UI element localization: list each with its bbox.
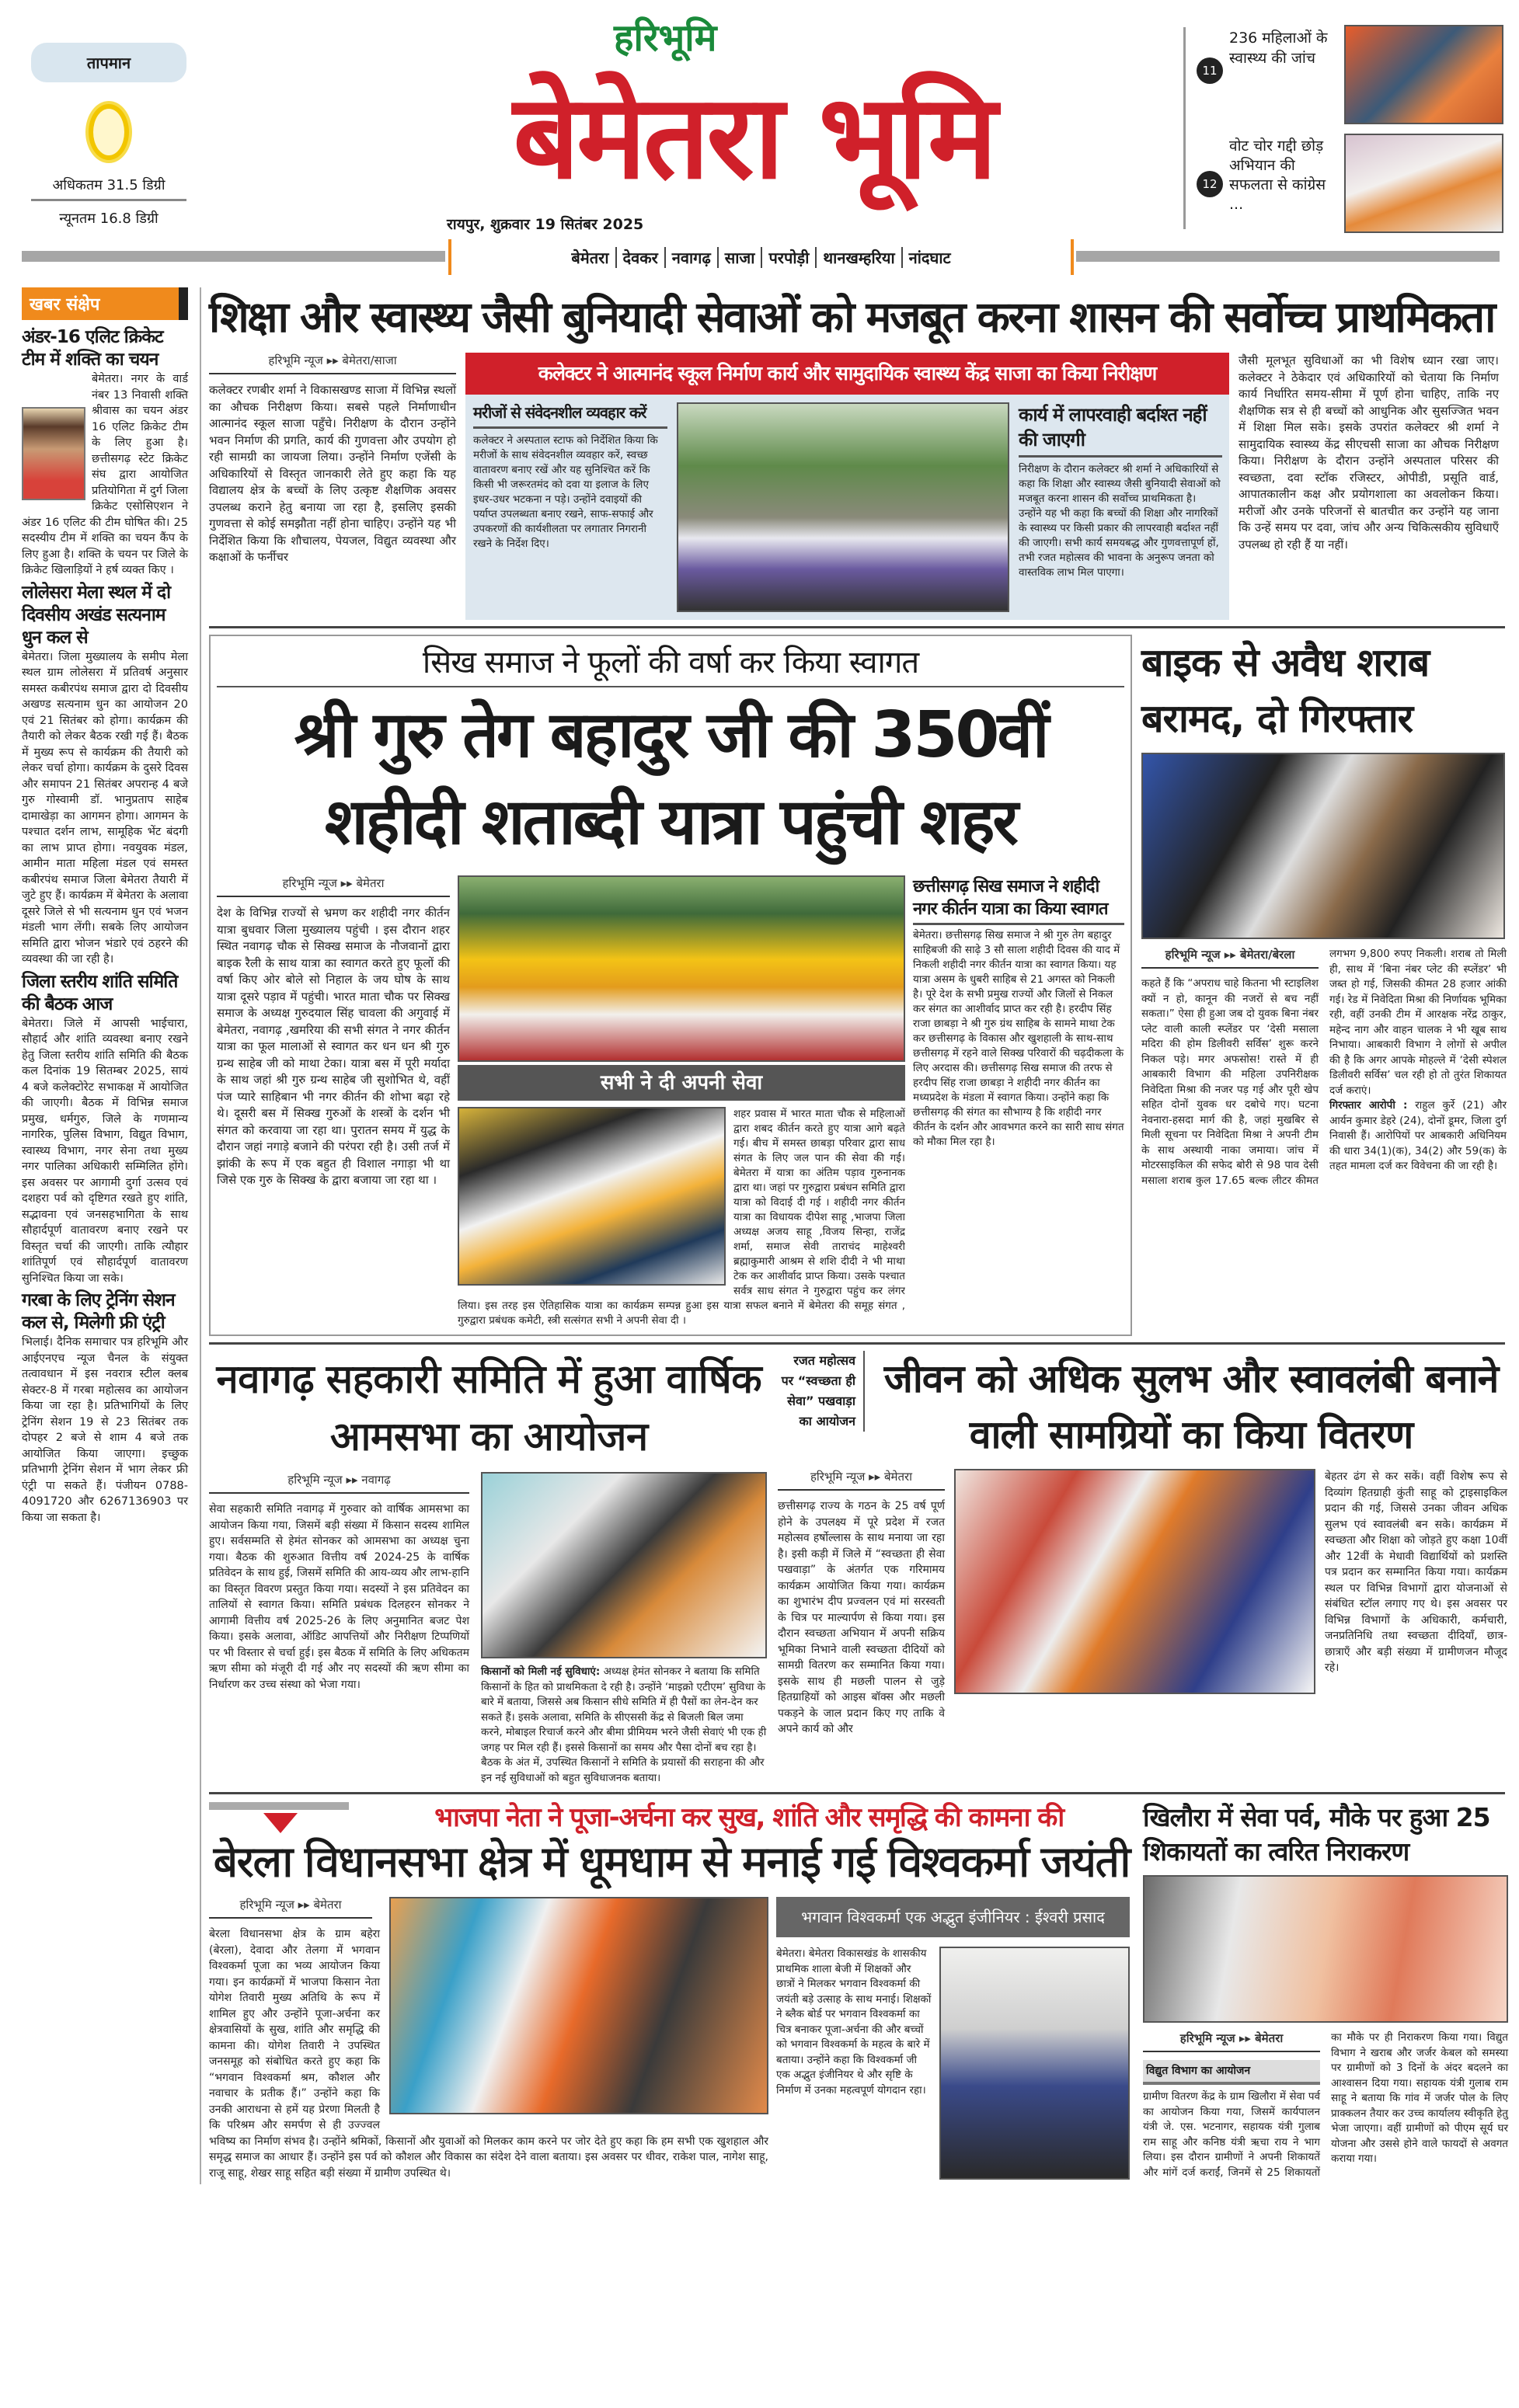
meeting-photo (481, 1472, 767, 1658)
story-kicker: भाजपा नेता ने पूजा-अर्चना कर सुख, शांति और समृद्धि की कामना की (434, 1802, 1064, 1833)
teaser-divider (1183, 27, 1186, 229)
page-body (0, 280, 1519, 2200)
city-link[interactable]: साजा (719, 247, 763, 268)
sikh-side-column (913, 875, 1124, 1150)
story-body: छत्तीसगढ़ राज्य के गठन के 25 वर्ष पूर्ण होने के उपलक्ष्य में पूरे प्रदेश में रजत महोत्सव हर्षोल्लास के साथ मनाया जा रहा है। इसी कड़ी में जिले में “स्वच्छता ही सेवा पखवाड़ा” के अंतर्गत एक गरिमामय कार्यक्रम आयोजित किया गया। कार्यक्रम का शुभारंभ दीप प्रज्वलन एवं मां सरस्वती के चित्र पर माल्यार्पण से किया गया। इस दौरान स्वच्छता अभियान में अपनी सक्रिय भूमिका निभाने वाली स्वच्छता दीदियों को सामग्री वितरण कर सम्मानित किया गया। इसके साथ ही मछली पालन से जुड़े हितग्राहियों को आइस बॉक्स और मछली पकड़ने के जाल प्रदान किए गए ताकि वे अपने कार्य को और (778, 1500, 945, 1735)
byline: हरिभूमि न्यूज ▸▸ बेमेतरा (217, 875, 450, 897)
photo-caption-bar: सभी ने दी अपनी सेवा (458, 1065, 905, 1101)
side-body: बेमेतरा। छत्तीसगढ़ सिख समाज ने श्री गुरु तेग बहादुर साहिबजी की साढ़े 3 सौ साला शहीदी दिवस की याद में निकली शहीदी नगर कीर्तन यात्रा का स्वागत किया। यह यात्रा असम के धुबरी साहिब से 21 अगस्त को निकली है। पूरे देश के सभी प्रमुख राज्यों और जिलों से निकल कर संगत का आशीर्वाद प्राप्त कर रही है। हरदीप सिंह राजा छाबड़ा ने श्री गुरु ग्रंथ साहिब के सामने माथा टेक कर छत्तीसगढ़ के विकास और खुशहाली के साथ-साथ छत्तीसगढ़ में रहने वाले सिक्ख परिवारों की चढ़दीकला के लिए अरदास की। छत्तीसगढ़ सिख समाज की तरफ से हरदीप सिंह राजा छाबड़ा ने शहीदी नगर कीर्तन का मध्यप्रदेश के मंडला में स्वागत किया। उन्होंने कहा कि छत्तीसगढ़ की संगत का सौभाग्य है कि शहीदी नगर कीर्तन के दर्शन और आवभगत करने का सारी साध संगत को मौका मिल रहा है। (913, 929, 1124, 1148)
lead-story (209, 353, 1505, 620)
lead-infobox (465, 395, 1229, 620)
story-body: बेरला विधानसभा क्षेत्र के ग्राम बहेरा (बेरला), देवादा और तेलगा में भगवान विश्वकर्मा पूजा का भव्य आयोजन किया गया। इन कार्यक्रमों में भाजपा किसान नेता योगेश तिवारी मुख्य अतिथि के रूप में शामिल हुए और उन्होंने पूजा-अर्चना कर क्षेत्रवासियों के सुख, शांति और समृद्धि की कामना की। योगेश तिवारी ने उपस्थित जनसमूह को संबोधित करते हुए कहा कि “भगवान विश्वकर्मा श्रम, कौशल और नवाचार के प्रतीक हैं।” उन्होंने कहा कि उनकी आराधना से हमें यह प्रेरणा मिलती है कि परिश्रम और समर्पण से ही उज्ज्वल भविष्य का निर्माण संभव है। उन्होंने श्रमिकों, किसानों और युवाओं को मिलकर काम करने पर जोर देते हुए कहा कि हम सभी एक खुशहाल और समृद्ध समाज का आधार हैं। उन्होंने इस पर्व को कौशल और विकास का संदेश देने वाला बताया। इस अवसर पर धीवर, राकेश पाल, नागेश साहू, राजू साहू, शेखर साहू सहित बड़ी संख्या में ग्रामीण उपस्थित थे। (209, 1928, 768, 2180)
city-link[interactable]: नांदघाट (908, 248, 951, 267)
liquor-columns (1141, 947, 1507, 1188)
page-number-badge: 11 (1197, 57, 1223, 84)
distribution-columns (778, 1469, 1508, 1738)
story-body: कहते हैं कि “अपराध चाहे कितना भी स्टाइलिश क्यों न हो, कानून की नजरों से बच नहीं सकता।” ऐसा ही हुआ जब दो युवक बिना नंबर प्लेट वाली काली स्प्लेंडर पर ‘देसी मसाला मदिरा की होम डिलीवरी सर्विस’ शुरू करने निकल पड़े। मगर अफसोस! रास्ते में ही आबकारी विभाग की महिला उपनिरीक्षक निवेदिता मिश्रा की नजर पड़ गई और पूरी खेप सहित दोनों युवक धर दबोचे गए। घटना नेवनारा-हसदा मार्ग की है, जहां मुखबिर से मिली सूचना पर निवेदिता मिश्रा ने अपनी टीम के साथ अस्थायी नाका जमाया। जांच में मोटरसाइकिल की सफेद बोरी से 98 पाव देसी मसाला शराब कुल 17.65 बल्क लीटर कीमत लगभग 9,800 रुपए निकली। शराब तो मिली ही, साथ में ‘बिना नंबर प्लेट की स्प्लेंडर’ भी जब्त हो गई, जिसकी कीमत 28 हजार आंकी गई। रेड में निवेदिता मिश्रा की निर्णायक भूमिका रही, वहीं उनकी टीम में आरक्षक नरेंद्र ठाकुर, महेन्द नाग और वाहन चालक ने भी खूब साथ निभाया। आबकारी विभाग ने लोगों से अपील की है कि अगर आपके मोहल्ले में ‘देसी स्पेशल डिलीवरी सर्विस’ चल रही हो तो तुरंत शिकायत दर्ज कराएं। (1141, 948, 1507, 1187)
distribution-photo (954, 1469, 1315, 1694)
sun-icon (89, 104, 129, 160)
teaser-item[interactable] (1197, 25, 1503, 126)
byline: हरिभूमि न्यूज ▸▸ बेमेतरा/साजा (209, 353, 456, 374)
arrest-note (1329, 1098, 1507, 1174)
box-body: बेमेतरा। बेमेतरा विकासखंड के शासकीय प्राथमिक शाला बेजी में शिक्षकों और छात्रों ने मिलकर भगवान विश्वकर्मा की जयंती बड़े उत्साह के साथ मनाई। शिक्षकों ने ब्लैक बोर्ड पर भगवान विश्वकर्मा का चित्र बनाकर पूजा-अर्चना की और बच्चों को भगवान विश्वकर्मा के महत्व के बारे में बताया। उन्होंने कहा कि विश्वकर्मा जी एक अद्भुत इंजीनियर थे और सृष्टि के निर्माण में उनका महत्वपूर्ण योगदान रहा। (776, 1947, 932, 2097)
lead-body: कलेक्टर रणबीर शर्मा ने विकासखण्ड साजा में विभिन्न स्थलों का औचक निरीक्षण किया। सबसे पहले निर्माणाधीन आत्मानंद स्कूल साजा पहुँचे। निरीक्षण के दौरान उन्होंने भवन निर्माण की प्रगति, कार्य की गुणवत्ता और उपयोग हो रही सामग्री का जायजा लिया। उन्होंने निर्माण एजेंसी के अधिकारियों से विस्तृत जानकारी लेते हुए कहा कि यह विद्यालय क्षेत्र के बच्चों के लिए उत्कृष्ट शैक्षणिक अवसर उपलब्ध कराने हेतु बनाया जा रहा है, इसलिए इसकी गुणवत्ता से कोई समझौता नहीं होना चाहिए। उन्होंने यह भी निर्देशित किया कि शौचालय, पेयजल, विद्युत व्यवस्था और कक्षाओं के फर्नीचर (209, 383, 456, 564)
box-headline: भगवान विश्वकर्मा एक अद्भुत इंजीनियर : ईश्वरी प्रसाद (776, 1897, 1130, 1937)
vishwakarma-kicker-row (209, 1801, 1134, 1835)
section-divider (209, 1792, 1505, 1794)
sikh-left-column (217, 875, 450, 1189)
inspection-photo (677, 402, 1009, 612)
vishwakarma-story (209, 1801, 1134, 2184)
story-body: देश के विभिन्न राज्यों से भ्रमण कर शहीदी नगर कीर्तन यात्रा बुधवार जिला मुख्यालय पहुंची । इस दौरान शहर स्थित नवागढ़ चौक से सिक्ख समाज के नौजवानों द्वारा बाइक रैली के साथ यात्रा का स्वागत करते हुए फूलों की वर्षा किए ओर बोले सो निहाल के जय घोष के साथ यात्रा दूसरे पड़ाव में पहुंची। भारत माता चौक पर सिक्ख समाज के अध्यक्ष गुरुदयाल सिंह चावला की अगुवाई में बेमेतरा, नवागढ़ ,खमरिया की सभी संगत ने नगर कीर्तन यात्रा का फूल मालाओं से स्वागत कर धन धन श्री गुरु ग्रन्थ साहेब जी को माथा टेका। यात्रा बस में पूरी मर्यादा के साथ जहां श्री गुरु ग्रन्थ साहेब जी सुशोभित थे, वहीं पंज प्यारे साहिबान भी नगर कीर्तन की शोभा बढ़ा रहे थे। दूसरी बस में सिक्ख गुरुओं के शस्त्रों के दर्शन भी संगत को करवाया जा रहा था। पुरातन समय में युद्ध के दौरान जहां नगाड़े बजाने की परंपरा रही है। उसी तर्ज में झांकी के रूप में एक बहुत ही विशाल नगाड़ा भी था जिसे एक गुरु के सिक्ख के द्वारा बजाया जा रहा था । (217, 906, 450, 1187)
chevron-down-icon (209, 1802, 349, 1833)
vishwakarma-main-column (209, 1897, 768, 2181)
city-link[interactable]: नवागढ़ (666, 247, 719, 268)
teaser-item[interactable] (1197, 134, 1503, 235)
story-body: ग्रामीण वितरण केंद्र के ग्राम खिलौरा में सेवा पर्व का आयोजन किया गया, जिसमें कार्यपालन यंत्री जे. एस. भटनागर, सहायक यंत्री गुलाब राम साहू और कनिष्ठ यंत्री ऋचा राय ने भाग लिया। इस दौरान ग्रामीणों ने अपनी शिकायतें और मांगें दर्ज कराईं, जिनमें से 25 शिकायतों का मौके पर ही निराकरण किया गया। विद्युत विभाग ने खराब और जर्जर केबल को समस्या पर ग्रामीणों को 3 दिनों के अंदर बदलने का आश्वासन दिया गया। सहायक यंत्री गुलाब राम साहू ने बताया कि गांव में जर्जर पोल के लिए प्राक्कलन तैयार कर उच्च कार्यालय स्वीकृति हेतु भेजा जाएगा। वहीं ग्रामीणों को पीएम सूर्य घर योजना और उससे होने वाले फायदों से अवगत कराया गया। (1143, 2031, 1508, 2179)
infobox-right (1019, 402, 1222, 580)
city-strip-bar-left (22, 251, 445, 262)
news-briefs-column (22, 287, 194, 1526)
navagarh-left-column (209, 1472, 469, 1693)
byline: हरिभूमि न्यूज ▸▸ नवागढ़ (209, 1472, 469, 1494)
section-divider (209, 626, 1505, 628)
teaser-photo (1344, 134, 1503, 233)
distribution-story (778, 1351, 1508, 1738)
teaser-photo (1344, 25, 1503, 124)
vishwakarma-box (776, 1897, 1130, 2184)
story-body: शहर प्रवास में भारत माता चौक से महिलाओं द्वारा शबद कीर्तन करते हुए यात्रा आगे बढ़ते गई। बीच में समस्त छाबड़ा परिवार द्वारा साध संगत के लिए जल पान की सेवा की गई। बेमेतरा में यात्रा का अंतिम पड़ाव गुरुनानक द्वारा था। जहां पर गुरुद्वारा प्रबंधन समिति द्वारा यात्रा को विदाई दी गई । शहीदी नगर कीर्तन यात्रा का विधायक दीपेश साहू ,भाजपा जिला अध्यक्ष अजय साहू ,विजय सिन्हा, राजेंद्र शर्मा, समाज सेवी ताराचंद माहेश्वरी ब्रह्माकुमारी आश्रम से शशि दीदी ने भी माथा टेक कर आशीर्वाद प्राप्त किया। उसके पश्चात सर्वत्र साध संगत ने गुरुद्वारा पहुंच कर लंगर लिया। इस तरह इस ऐतिहासिक यात्रा का कार्यक्रम सम्पन्न हुआ इस यात्रा सफल बनाने में बेमेतरा की समूह संगत , गुरुद्वारा प्रबंधक कमेटी, स्त्री सत्संगत सभी ने अपनी सेवा दी । (458, 1108, 905, 1327)
story-headline: बाइक से अवैध शराब बरामद, दो गिरफ्तार (1141, 640, 1430, 741)
navagarh-story (209, 1351, 768, 1786)
story-headline: खिलौरा में सेवा पर्व, मौके पर हुआ 25 शिकायतों का त्वरित निराकरण (1143, 1802, 1490, 1867)
night-photo-block (458, 1107, 905, 1328)
school-photo (939, 1947, 1130, 2180)
brief-title: गरबा के लिए ट्रेनिंग सेशन कल से, मिलेगी फ्री एंट्री (22, 1290, 175, 1333)
brief-body: बेमेतरा। नगर के वार्ड नंबर 13 निवासी शक्ति श्रीवास का चयन अंडर 16 एलिट क्रिकेट टीम के लिए हुआ है। छत्तीसगढ़ स्टेट क्रिकेट संघ द्वारा आयोजित प्रतियोगिता में दुर्ग जिला क्रिकेट एसोसिएशन ने अंडर 16 एलिट की टीम घोषित की। 25 सदस्यीय टीम में शक्ति का चयन कैंप के लिए हुआ है। शक्ति के चयन पर जिले के क्रिकेट खिलाड़ियों ने हर्ष व्यक्त किए । (22, 373, 188, 576)
third-section (209, 1351, 1505, 1786)
box-body: कलेक्टर ने अस्पताल स्टाफ को निर्देशित किया कि मरीजों के साथ संवेदनशील व्यवहार करें, स्वच्छ वातावरण बनाए रखें और यह सुनिश्चित करें कि किसी भी जरूरतमंद को दवा या इलाज के लिए इधर-उधर भटकना न पड़े। उन्होंने दवाइयों की पर्याप्त उपलब्धता बनाए रखने, साफ-सफाई और उपकरणों की कार्यशीलता पर लगातार निगरानी रखने के निर्देश दिए। (473, 434, 658, 550)
max-temperature: अधिकतम 31.5 डिग्री (31, 176, 186, 201)
byline: हरिभूमि न्यूज ▸▸ बेमेतरा (1143, 2030, 1320, 2052)
caption-body: अध्यक्ष हेमंत सोनकर ने बताया कि समिति किसानों के हित को प्राथमिकता दे रही है। उन्होंने ‘माइक्रो एटीएम’ सुविधा के बारे में बताया, जिससे अब किसान सीधे समिति में ही पैसों का लेन-देन कर सकते हैं। इसके अलावा, समिति के सीएससी केंद्र से बिजली बिल जमा करने, मोबाइल रिचार्ज करने और बीमा प्रीमियम भरने जैसी सेवाएं भी एक ही जगह पर मिल रही हैं। इससे किसानों का समय और पैसा दोनों बच रहा है। बैठक के अंत में, उपस्थित किसानों ने समिति के प्रयासों की सराहना की और इन नई सुविधाओं को बहुत सुविधाजनक बताया। (481, 1665, 767, 1784)
arrest-label: गिरफ्तार आरोपी : (1329, 1099, 1408, 1112)
byline: हरिभूमि न्यूज ▸▸ बेमेतरा (778, 1469, 945, 1491)
distribution-left-column (778, 1469, 945, 1738)
weather-label: तापमान (31, 43, 186, 82)
story-kicker: सिख समाज ने फूलों की वर्षा कर किया स्वागत (217, 642, 1124, 687)
seva-parv-photo (1143, 1875, 1508, 2023)
brand-name: हरिभूमि (614, 16, 717, 60)
fourth-section (209, 1801, 1508, 2184)
lead-body-right: जैसी मूलभूत सुविधाओं का भी विशेष ध्यान रखा जाए। कलेक्टर ने ठेकेदार एवं अधिकारियों को चेताया कि निर्माण कार्य निर्धारित समय-सीमा में पूर्ण होना चाहिए, ताकि नए शैक्षणिक सत्र से ही बच्चों को आधुनिक और सुसज्जित भवन में शिक्षा मिल सके। इसके उपरांत कलेक्टर श्री शर्मा ने सामुदायिक स्वास्थ्य केंद्र सीएचसी साजा का औचक निरीक्षण किया। निरीक्षण के दौरान उन्होंने अस्पताल परिसर की स्वच्छता, दवा स्टॉक रजिस्टर, ओपीडी, प्रसूति वार्ड, आपातकालीन कक्ष और प्रयोगशाला का अवलोकन किया। मरीजों और उनके परिजनों से बातचीत कर उन्होंने यह जाना कि उन्हें समय पर दवा, जांच और अन्य चिकित्सकीय सुविधाएँ उपलब्ध हो रही हैं या नहीं। (1239, 353, 1499, 552)
side-headline: छत्तीसगढ़ सिख समाज ने शहीदी नगर कीर्तन यात्रा का किया स्वागत (913, 875, 1124, 925)
box-subhead: कार्य में लापरवाही बर्दाश्त नहीं की जाएगी (1019, 402, 1222, 458)
navagarh-columns (209, 1472, 768, 1786)
dateline: रायपुर, शुक्रवार 19 सितंबर 2025 (447, 216, 644, 233)
box-body: निरीक्षण के दौरान कलेक्टर श्री शर्मा ने अधिकारियों से कहा कि शिक्षा और स्वास्थ्य जैसी बुनियादी सेवाओं को मजबूत करना शासन की सर्वोच्च प्राथमिकता है। उन्होंने यह भी कहा कि बच्चों की शिक्षा और नागरिकों के स्वास्थ्य पर किसी प्रकार की लापरवाही बर्दाश्त नहीं की जाएगी। सभी कार्य समयबद्ध और गुणवत्तापूर्ण हों, तभी रजत महोत्सव की भावना के अनुरूप जनता को वास्तविक लाभ मिल पाएगा। (1019, 463, 1221, 579)
box-subhead: मरीजों से संवेदनशील व्यवहार करें (473, 402, 667, 429)
brief-title: अंडर-16 एलिट क्रिकेट टीम में शक्ति का चयन (22, 327, 163, 370)
arrest-photo (1141, 753, 1505, 939)
sikh-center-column (458, 875, 905, 1328)
second-section (209, 635, 1505, 1336)
distribution-header (778, 1351, 1508, 1463)
vishwakarma-columns (209, 1897, 1134, 2184)
yatra-night-photo (458, 1107, 726, 1286)
lead-headline: शिक्षा और स्वास्थ्य जैसी बुनियादी सेवाओं को मजबूत करना शासन की सर्वोच्च प्राथमिकता (209, 292, 1494, 342)
city-strip-bar-right (1076, 251, 1500, 262)
briefs-label: खबर संक्षेप (22, 287, 188, 320)
brief-body: बेमेतरा। जिले में आपसी भाईचारा, सौहार्द और शांति व्यवस्था बनाए रखने हेतु जिला स्तरीय शांति समिति की बैठक कल दिनांक 19 सितम्बर 2025, सायं 4 बजे कलेक्टोरेट सभाकक्ष में आयोजित की जाएगी। बैठक में विभिन्न समाज प्रमुख, धर्मगुरु, जिले के गणमान्य नागरिक, पुलिस विभाग, विद्युत विभाग, स्वास्थ्य विभाग, नगर सेना तथा मुख्य नगर पालिका अधिकारी सम्मिलित होंगे। इस अवसर पर आगामी दुर्गा उत्सव एवं दशहरा पर्व को दृष्टिगत रखते हुए शांति, सद्भावना एवं जनसहभागिता के साथ सौहार्दपूर्ण वातावरण बनाए रखने पर विस्तृत चर्चा की जाएगी। ताकि त्यौहार शांतिपूर्ण एवं सौहार्दपूर्ण वातावरण सुनिश्चित किया जा सके। (22, 1017, 188, 1285)
main-content (200, 287, 1508, 2184)
min-temperature: न्यूनतम 16.8 डिग्री (59, 211, 159, 227)
city-link[interactable]: देवकर (617, 247, 666, 268)
city-link[interactable]: बेमेतरा (565, 247, 616, 268)
brief-photo (22, 407, 85, 500)
newspaper-title: बेमेतरा भूमि (513, 70, 995, 205)
story-headline: नवागढ़ सहकारी समिति में हुआ वार्षिक आमसभा का आयोजन (216, 1356, 761, 1460)
lead-center (465, 353, 1229, 620)
city-link[interactable]: थानखम्हरिया (817, 247, 902, 268)
brief-title: जिला स्तरीय शांति समिति की बैठक आज (22, 971, 178, 1014)
city-strip (448, 239, 1074, 275)
caption-label: किसानों को मिली नई सुविधाएं: (481, 1665, 601, 1678)
lead-left-column (209, 353, 456, 566)
section-divider (209, 1342, 1505, 1345)
city-link[interactable]: परपोड़ी (762, 247, 817, 268)
teaser-text: वोट चोर गद्दी छोड़ अभियान की सफलता से कांग्रेस ... (1229, 137, 1326, 213)
brief-body: बेमेतरा। जिला मुख्यालय के समीप मेला स्थल ग्राम लोलेसरा में प्रतिवर्ष अनुसार समस्त कबीरपंथ समाज द्वारा दो दिवसीय अखण्ड सत्यनाम धुन का आयोजन 20 एवं 21 सितंबर को होगा। कार्यक्रम की तैयारी को लेकर बैठक रखी गई हैं। बैठक में मुख्य रूप से कार्यक्रम की तैयारी को लेकर चर्चा होगा। कार्यक्रम के दुसरे दिवस और समापन 21 सितंबर अपरान्ह 4 बजे गुरु गोस्वामी डॉ. भानुप्रताप साहेब दामाखेड़ा का आगमन होगा। आगमन के पश्चात दर्शन लाभ, सामूहिक भेंट बंदगी का लाभ प्राप्त होगा। नवयुवक मंडल, आमीन माता महिला मंडल एवं समस्त कबीरपंथ समाज जिला बेमेतरा तैयारी में जुटे हुए हैं। कार्यक्रम में बेमेतरा के अलावा दूसरे जिले से भी सत्यनाम धुन एवं भजन मंडली भाग लेंगी। सबके लिए आयोजन समिति द्वारा भोजन भंडारे एवं ठहरने की व्यवस्था की जा रही है। (22, 650, 188, 966)
liquor-story (1141, 635, 1507, 1188)
story-body-right: बेहतर ढंग से कर सकें। वहीं विशेष रूप से दिव्यांग हितग्राही कुंती साहू को ट्राइसाइकिल प्रदान की गई, जिससे उनका जीवन अधिक सुलभ एवं स्वावलंबी बन सके। कार्यक्रम में स्वच्छता और शिक्षा को जोड़ते हुए कक्षा 10वीं और 12वीं के मेधावी विद्यार्थियों को प्रशस्ति पत्र प्रदान कर सम्मानित किया गया। कार्यक्रम स्थल पर विभिन्न विभागों द्वारा योजनाओं से संबंधित स्टॉल लगाए गए थे। इस अवसर पर विभिन्न विभागों के अधिकारी, कर्मचारी, जनप्रतिनिधि तथा स्वच्छता दीदियाँ, छात्र-छात्राएँ और बड़ी संख्या में ग्रामीणजन मौजूद रहे। (1325, 1470, 1507, 1674)
brief-title: लोलेसरा मेला स्थल में दो दिवसीय अखंड सत्यनाम धुन कल से (22, 582, 171, 648)
byline: हरिभूमि न्यूज ▸▸ बेमेतरा/बेरला (1141, 947, 1319, 969)
khilora-columns (1143, 2030, 1508, 2180)
brief-body: भिलाई। दैनिक समाचार पत्र हरिभूमि और आईएनएच न्यूज चैनल के संयुक्त तत्वावधान में इस नवरात्र स्टील क्लब सेक्टर-8 में गरबा महोत्सव का आयोजन किया जा रहा है। प्रतिभागियों के लिए ट्रेनिंग सेशन 19 से 23 सितंबर तक दोपहर 2 बजे से शाम 4 बजे तक आयोजित किया जाएगा। इच्छुक प्रतिभागी ट्रेनिंग सेशन में भाग लेकर फ्री एंट्री पा सकते हैं। पंजीयन 0788-4091720 और 6267136903 पर किया जा सकता है। (22, 1336, 188, 1524)
story-headline: बेरला विधानसभा क्षेत्र में धूमधाम से मनाई गई विश्वकर्मा जयंती (213, 1837, 1130, 1888)
lead-banner: कलेक्टर ने आत्मानंद स्कूल निर्माण कार्य और सामुदायिक स्वास्थ्य केंद्र साजा का किया निरीक्षण (465, 353, 1229, 395)
sikh-columns (217, 875, 1124, 1328)
puja-photo (389, 1897, 768, 2114)
byline: हरिभूमि न्यूज ▸▸ बेमेतरा (209, 1897, 372, 1919)
story-headline: श्री गुरु तेग बहादुर जी की 350वीं शहीदी शताब्दी यात्रा पहुंची शहर (294, 698, 1047, 859)
story-body: सेवा सहकारी समिति नवागढ़ में गुरुवार को वार्षिक आमसभा का आयोजन किया गया, जिसमें बड़ी संख्या में किसान सदस्य शामिल हुए। सर्वसम्मति से हेमंत सोनकर को आमसभा का अध्यक्ष चुना गया। बैठक की शुरुआत वित्तीय वर्ष 2024-25 के वार्षिक प्रतिवेदन के साथ हुई, जिसमें समिति की आय-व्यय और लाभ-हानि का विस्तृत विवरण प्रस्तुत किया गया। सदस्यों ने इस प्रतिवेदन का तालियों से स्वागत किया। समिति प्रबंधक दिलहरन सोनकर ने आगामी वित्तीय वर्ष 2025-26 के लिए अनुमानित बजट पेश किया। इसके अलावा, ऑडिट आपत्तियों और निरीक्षण टिप्पणियों पर भी विस्तार से चर्चा हुई। इस बैठक में समिति के लिए अधिकतम ऋण सीमा को मंजूरी दी गई और नए सदस्यों की ऋण सीमा का निर्धारण कर उच्च संस्था को भेजा गया। (209, 1503, 469, 1691)
infobox-left (473, 402, 667, 552)
box-label: विद्युत विभाग का आयोजन (1143, 2060, 1320, 2085)
masthead (0, 0, 1519, 280)
khilora-story (1143, 1801, 1508, 2180)
teaser-text: 236 महिलाओं के स्वास्थ्य की जांच (1229, 30, 1328, 67)
page-number-badge: 12 (1197, 171, 1223, 197)
story-kicker: रजत महोत्सव पर “स्वच्छता ही सेवा” पखवाड़ा का आयोजन (778, 1351, 865, 1432)
navagarh-right-column (481, 1472, 767, 1786)
story-headline: जीवन को अधिक सुलभ और स्वावलंबी बनाने वाली सामग्रियों का किया वितरण (883, 1356, 1499, 1457)
yatra-photo (458, 875, 905, 1062)
arrest-body: राहुल कुर्रे (21) और आर्यन कुमार डेहरे (24), दोनों डूमर, जिला दुर्ग निवासी हैं। आरोपियों पर आबकारी अधिनियम की धारा 34(1)(क), 34(2) और 59(क) के तहत मामला दर्ज कर विवेचना की जा रही है। (1329, 1099, 1507, 1172)
weather-box (31, 43, 186, 245)
photo-caption (481, 1665, 767, 1786)
sikh-story (209, 635, 1132, 1336)
